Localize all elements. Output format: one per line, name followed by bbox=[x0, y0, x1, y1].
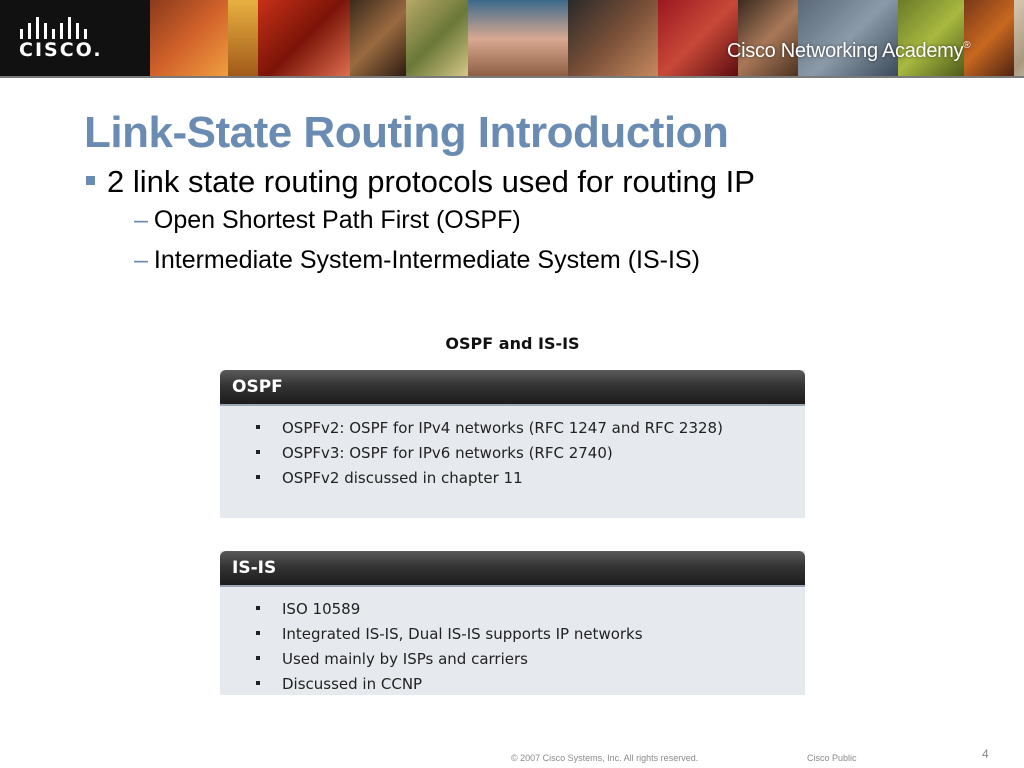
banner-photo bbox=[568, 0, 658, 78]
banner-photo bbox=[964, 0, 1014, 78]
sub-bullet bbox=[134, 246, 700, 275]
dash-bullet-icon: – bbox=[134, 206, 148, 234]
banner-photo bbox=[258, 0, 350, 78]
registered-mark: ® bbox=[963, 40, 971, 51]
list-item: OSPFv3: OSPF for IPv6 networks (RFC 2740) bbox=[256, 441, 805, 466]
footer-copyright: © 2007 Cisco Systems, Inc. All rights reserved. bbox=[511, 753, 699, 763]
list-item: Integrated IS-IS, Dual IS-IS supports IP networks bbox=[256, 622, 805, 647]
banner-photo bbox=[350, 0, 406, 78]
list-item: Discussed in CCNP bbox=[256, 672, 805, 697]
banner-photo bbox=[738, 0, 798, 78]
banner-divider bbox=[0, 76, 1024, 78]
bullet-main bbox=[86, 164, 755, 200]
isis-panel bbox=[220, 551, 805, 695]
sub-bullet bbox=[134, 206, 521, 235]
cisco-wordmark: CISCO. bbox=[19, 39, 103, 61]
list-item: OSPFv2 discussed in chapter 11 bbox=[256, 466, 805, 491]
banner-photo bbox=[1014, 0, 1024, 78]
photo-collage bbox=[150, 0, 1024, 78]
banner-photo bbox=[468, 0, 568, 78]
slide-title: Link-State Routing Introduction bbox=[84, 108, 729, 157]
academy-brand-text: Cisco Networking Academy bbox=[727, 40, 964, 62]
banner-photo bbox=[798, 0, 898, 78]
list-item: OSPFv2: OSPF for IPv4 networks (RFC 1247 and RFC 2328) bbox=[256, 416, 805, 441]
ospf-panel-heading: OSPF bbox=[220, 370, 805, 406]
figure-title: OSPF and IS-IS bbox=[445, 334, 580, 353]
sub-bullet-text: Open Shortest Path First (OSPF) bbox=[153, 206, 521, 234]
square-bullet-icon bbox=[86, 176, 95, 185]
list-item: Used mainly by ISPs and carriers bbox=[256, 647, 805, 672]
cisco-logo bbox=[0, 0, 150, 78]
header-banner bbox=[0, 0, 1024, 78]
ospf-list bbox=[220, 406, 805, 491]
cisco-bridge-icon bbox=[20, 17, 92, 39]
ospf-panel bbox=[220, 370, 805, 518]
bullet-main-text: 2 link state routing protocols used for routing IP bbox=[107, 164, 755, 199]
banner-photo bbox=[898, 0, 964, 78]
banner-photo bbox=[406, 0, 468, 78]
banner-photo bbox=[228, 0, 258, 78]
sub-bullet-text: Intermediate System-Intermediate System (IS-IS) bbox=[153, 246, 700, 274]
dash-bullet-icon: – bbox=[134, 246, 148, 274]
list-item: ISO 10589 bbox=[256, 597, 805, 622]
academy-brand bbox=[727, 40, 970, 63]
banner-photo bbox=[150, 0, 228, 78]
isis-panel-heading: IS-IS bbox=[220, 551, 805, 587]
page-number: 4 bbox=[982, 747, 989, 761]
isis-list bbox=[220, 587, 805, 697]
banner-photo bbox=[658, 0, 738, 78]
footer-classification: Cisco Public bbox=[807, 753, 857, 763]
